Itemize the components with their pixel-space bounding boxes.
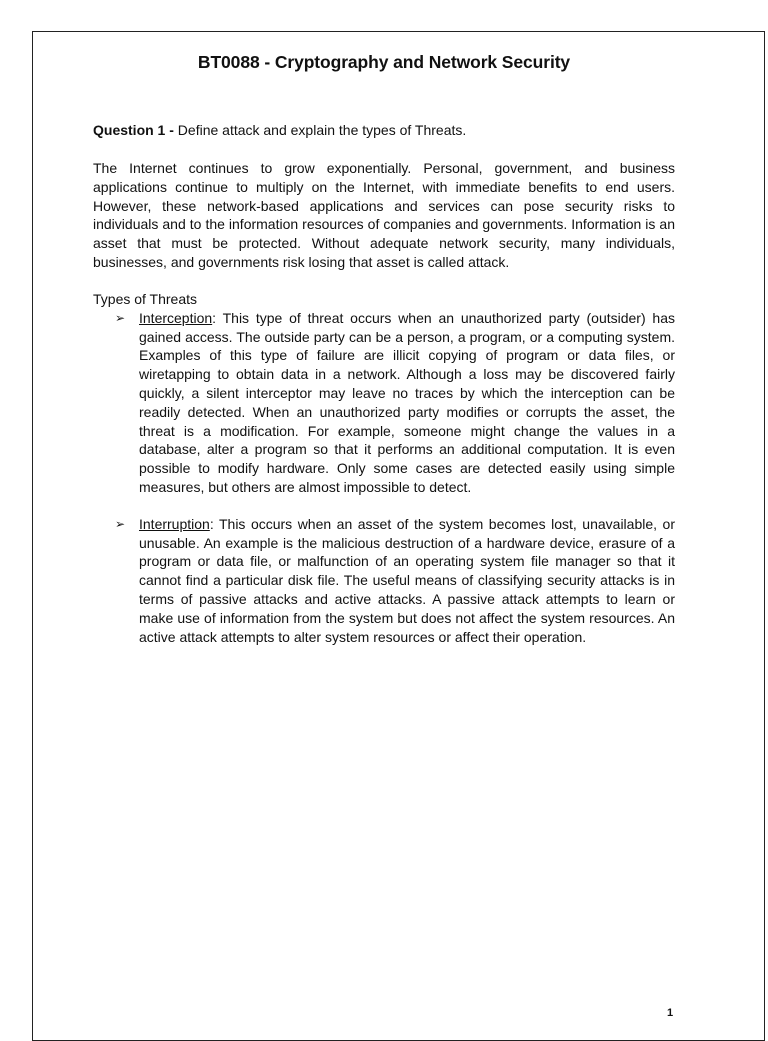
arrow-bullet-icon: ➢ <box>115 516 126 531</box>
threat-description: : This type of threat occurs when an unauthorized party (outsider) has gained access. The outside party can be a person, a program, or a computing system. Examples of this type of failure are illicit copying of program or data files, or wiretapping to obtain data in a network. Although a loss may be discovered fairly quickly, a silent interceptor may leave no traces by which the interception can be readily detected. When an unauthorized party modifies or corrupts the asset, the threat is a modification. For example, someone might change the values in a database, alter a program so that it performs an additional computation. It is even possible to modify hardware. Only some cases are detected easily using simple measures, but others are almost impossible to detect. <box>139 309 675 495</box>
arrow-bullet-icon: ➢ <box>115 310 126 325</box>
question-label: Question 1 - <box>93 122 174 138</box>
threat-description: : This occurs when an asset of the system becomes lost, unavailable, or unusable. An example is the malicious destruction of a hardware device, erasure of a program or data file, or malfunction of an operating system file manager so that it cannot find a particular disk file. The useful means of classifying security attacks is in terms of passive attacks and active attacks. A passive attack attempts to learn or make use of information from the system but does not affect the system resources. An active attack attempts to alter system resources or affect their operation. <box>139 515 675 645</box>
document-title: BT0088 - Cryptography and Network Security <box>197 52 571 72</box>
question-line <box>93 121 675 140</box>
threat-item-interruption <box>93 515 675 647</box>
types-of-threats-heading: Types of Threats <box>93 290 198 307</box>
threat-term: Interruption <box>139 515 210 532</box>
question-text: Define attack and explain the types of Threats. <box>173 122 467 138</box>
document-body <box>93 50 675 646</box>
page-number: 1 <box>667 1007 674 1019</box>
threat-item-interception <box>93 309 675 497</box>
intro-paragraph: The Internet continues to grow exponentially. Personal, government, and business applications continue to multiply on the Internet, with immediate benefits to end users. However, these network-based applications and services can pose security risks to individuals and to the information resources of companies and governments. Information is an asset that must be protected. Without adequate network security, many individuals, businesses, and governments risk losing that asset is called attack. <box>93 160 675 270</box>
threat-term: Interception <box>139 309 213 326</box>
threat-list <box>93 309 675 647</box>
